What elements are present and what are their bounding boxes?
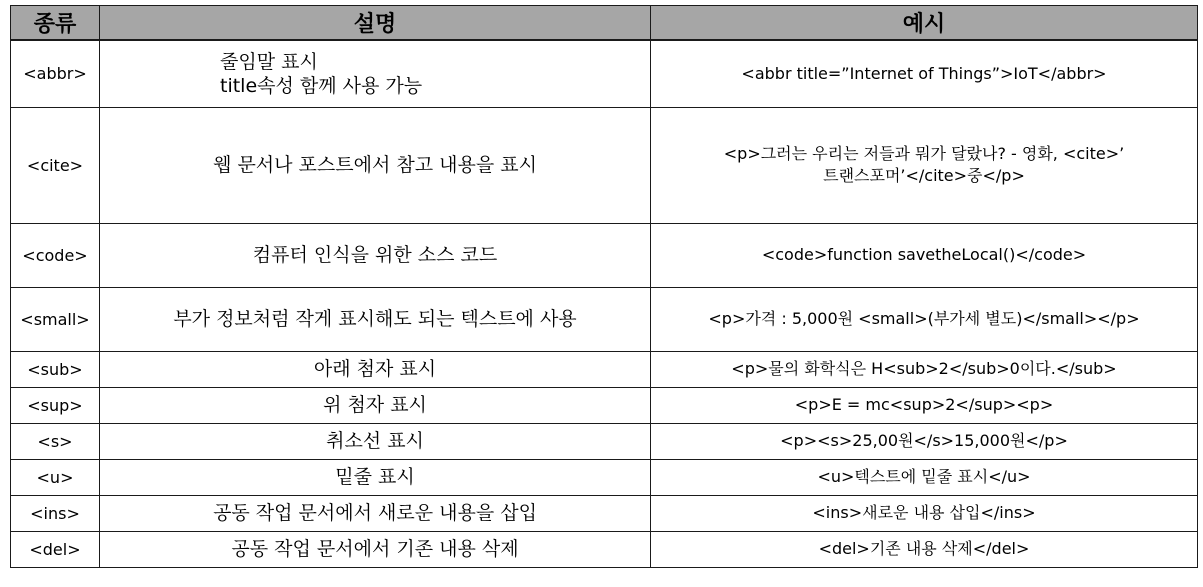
description-line: 취소선 표시 <box>326 430 424 452</box>
description-cell <box>100 40 651 107</box>
example-line: <p>그러는 우리는 저들과 뭐가 달랐나? - 영화, <cite>’ <box>723 144 1125 163</box>
description-line: 웹 문서나 포스트에서 참고 내용을 표시 <box>213 154 537 176</box>
table-row <box>11 531 1198 567</box>
tag-cell: <small> <box>11 287 100 351</box>
example-line: 트랜스포머’</cite>중</p> <box>823 166 1025 185</box>
description-cell <box>100 459 651 495</box>
example-line: <p>물의 화학식은 H<sub>2</sub>0이다.</sub> <box>731 359 1117 378</box>
description-cell <box>100 107 651 223</box>
example-cell <box>651 287 1198 351</box>
table-row <box>11 40 1198 107</box>
header-row <box>11 6 1198 41</box>
tag-cell: <code> <box>11 223 100 287</box>
example-cell <box>651 223 1198 287</box>
table-row <box>11 495 1198 531</box>
tag-cell: <sup> <box>11 387 100 423</box>
description-line: 줄임말 표시 <box>220 50 318 73</box>
example-cell <box>651 387 1198 423</box>
example-cell <box>651 107 1198 223</box>
description-line: 부가 정보처럼 작게 표시해도 되는 텍스트에 사용 <box>173 308 577 330</box>
example-line: <code>function savetheLocal()</code> <box>761 245 1087 264</box>
example-line: <p>가격 : 5,000원 <small>(부가세 별도)</small></p> <box>708 309 1140 328</box>
example-line: <p>E = mc<sup>2</sup><p> <box>794 395 1054 414</box>
example-line: <p><s>25,00원</s>15,000원</p> <box>780 431 1068 450</box>
tag-cell: <s> <box>11 423 100 459</box>
tag-cell: <sub> <box>11 351 100 387</box>
tag-cell: <u> <box>11 459 100 495</box>
example-cell <box>651 495 1198 531</box>
tag-cell: <abbr> <box>11 40 100 107</box>
header-kind: 종류 <box>11 6 100 41</box>
table-row <box>11 387 1198 423</box>
description-cell <box>100 287 651 351</box>
description-line: 밑줄 표시 <box>335 466 415 488</box>
example-line: <ins>새로운 내용 삽입</ins> <box>812 503 1036 522</box>
description-cell <box>100 223 651 287</box>
description-cell <box>100 387 651 423</box>
description-cell <box>100 351 651 387</box>
example-line: <del>기존 내용 삭제</del> <box>818 539 1030 558</box>
tag-cell: <del> <box>11 531 100 567</box>
description-line: 공동 작업 문서에서 새로운 내용을 삽입 <box>213 502 537 524</box>
description-line: 아래 첨자 표시 <box>313 358 437 380</box>
description-cell <box>100 423 651 459</box>
tag-cell: <ins> <box>11 495 100 531</box>
tag-cell: <cite> <box>11 107 100 223</box>
html-tags-table <box>10 5 1198 568</box>
example-cell <box>651 351 1198 387</box>
example-cell <box>651 531 1198 567</box>
table-row <box>11 423 1198 459</box>
example-line: <abbr title=”Internet of Things”>IoT</abbr> <box>741 63 1107 83</box>
header-description: 설명 <box>100 6 651 41</box>
description-line: 위 첨자 표시 <box>323 394 427 416</box>
description-cell <box>100 531 651 567</box>
table-row <box>11 287 1198 351</box>
example-cell <box>651 423 1198 459</box>
table-row <box>11 351 1198 387</box>
header-example: 예시 <box>651 6 1198 41</box>
table-row <box>11 459 1198 495</box>
example-cell <box>651 40 1198 107</box>
description-line: title속성 함께 사용 가능 <box>220 74 423 97</box>
description-line: 공동 작업 문서에서 기존 내용 삭제 <box>231 538 519 560</box>
table-row <box>11 223 1198 287</box>
example-cell <box>651 459 1198 495</box>
example-line: <u>텍스트에 밑줄 표시</u> <box>817 467 1031 486</box>
table-row <box>11 107 1198 223</box>
description-line: 컴퓨터 인식을 위한 소스 코드 <box>252 244 498 266</box>
description-cell <box>100 495 651 531</box>
